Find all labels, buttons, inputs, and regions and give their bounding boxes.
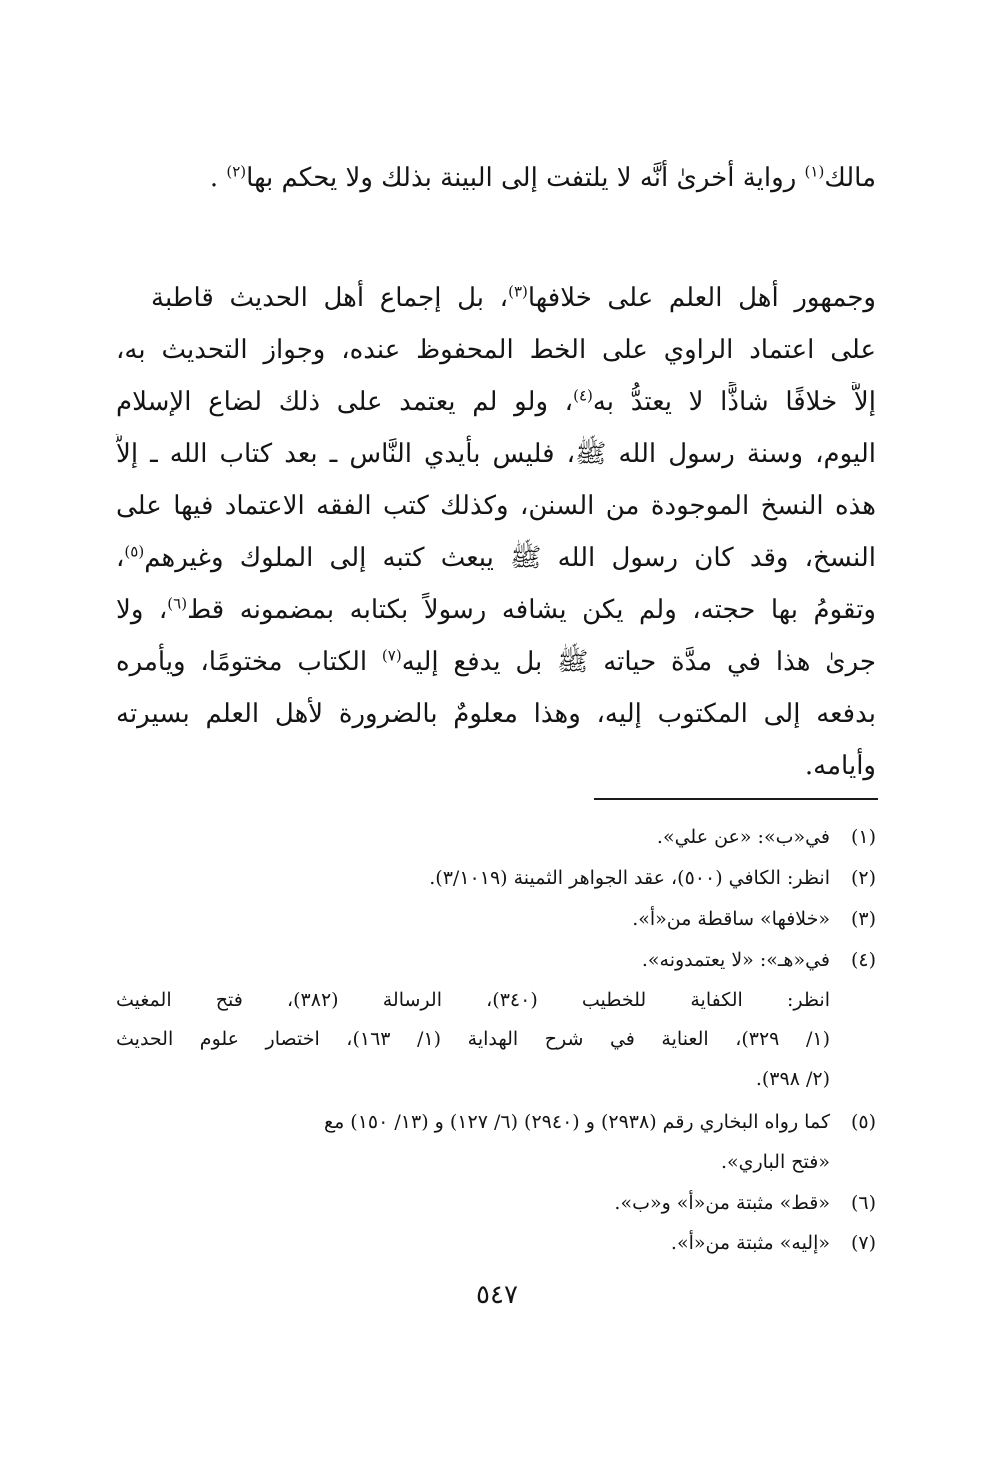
footnote-5 [116,1107,876,1137]
page-number: ٥٤٧ [476,1280,518,1310]
footnote-number: (٣) [850,908,876,930]
footnote-text: «إليه» مثبتة من«أ». [670,1232,830,1254]
paragraph-text: وتقومُ بها حجته، ولم يكن يشافه رسولاً بكتابه بمضمونه قط [187,595,876,625]
footnote-number: (٥) [850,1111,876,1133]
footnote-text: (٢/ ٣٩٨). [755,1068,830,1090]
paragraph-text: ، ولا [116,595,168,625]
footnote-text: انظر: الكافي (٥٠٠)، عقد الجواهر الثمينة (٣/١٠١٩). [429,867,830,889]
footnote-text: (١/ ٣٢٩)، العناية في شرح الهداية (١/ ١٦٣)، اختصار علوم الحديث [116,1028,830,1050]
footnote-7 [116,1228,876,1258]
footnote-number: (٦) [850,1192,876,1214]
intro-text-middle: رواية أخرىٰ أنَّه لا يلتفت إلى البينة بذلك ولا يحكم بها [246,163,805,193]
footnote-4-continuation-3 [116,1064,830,1094]
footnote-text: «قط» مثبتة من«أ» و«ب». [614,1192,830,1214]
paragraph-line-7 [116,590,876,630]
footnote-4-continuation-1 [116,985,830,1015]
paragraph-text: الكتاب مختومًا، ويأمره [116,647,382,677]
intro-text-end: . [209,163,227,193]
footnote-text: كما رواه البخاري رقم (٢٩٣٨) و (٢٩٤٠) (٦/ ١٢٧) و (١٣/ ١٥٠) مع [323,1111,830,1133]
footnote-4 [116,945,876,975]
footnote-ref-3: (٣) [508,282,528,301]
paragraph-line-10 [116,746,876,786]
footnote-separator [594,798,878,800]
footnote-text: «فتح الباري». [720,1151,830,1173]
footnote-text: «خلافها» ساقطة من«أ». [632,908,830,930]
footnote-ref-5: (٥) [124,542,145,561]
paragraph-text: وأيامه. [804,751,876,781]
paragraph-text: على اعتماد الراوي على الخط المحفوظ عنده، وجواز التحديث به، [116,335,876,365]
footnote-ref-2: (٢) [226,162,247,181]
footnote-ref-6: (٦) [167,594,188,613]
footnote-1 [116,822,876,852]
intro-line [116,158,876,198]
paragraph-line-9 [116,694,876,734]
paragraph-line-4 [116,434,876,474]
paragraph-text: بدفعه إلى المكتوب إليه، وهذا معلومٌ بالضرورة لأهل العلم بسيرته [116,699,876,729]
paragraph-line-8 [116,642,876,682]
paragraph-text: اليوم، وسنة رسول الله ﷺ، فليس بأيدي النَّاس ـ بعد كتاب الله ـ إلاَّ [116,439,876,469]
paragraph-text: وجمهور أهل العلم على خلافها [527,283,876,313]
footnote-5-continuation-1 [116,1147,830,1177]
footnote-number: (٤) [850,949,876,971]
footnote-number: (١) [850,826,876,848]
footnote-4-continuation-2 [116,1024,830,1054]
footnote-number: (٢) [850,867,876,889]
paragraph-text: ، ولو لم يعتمد على ذلك لضاع الإسلام [116,387,574,417]
paragraph-text: النسخ، وقد كان رسول الله ﷺ يبعث كتبه إلى الملوك وغيرهم [144,543,876,573]
paragraph-text: ، [116,543,125,573]
footnote-3 [116,904,876,934]
footnote-ref-7: (٧) [381,646,402,665]
paragraph-text: هذه النسخ الموجودة من السنن، وكذلك كتب الفقه الاعتماد فيها على [116,491,876,521]
footnote-text: في«هـ»: «لا يعتمدونه». [641,949,830,971]
footnote-number: (٧) [850,1232,876,1254]
paragraph-line-3 [116,382,876,422]
footnote-ref-4: (٤) [573,386,593,405]
paragraph-text: إلاَّ خلافًا شاذًّا لا يعتدُّ به [592,387,876,417]
paragraph-line-1 [151,278,876,318]
paragraph-text: جرىٰ هذا في مدَّة حياته ﷺ بل يدفع إليه [401,647,876,677]
intro-text-start: مالك [824,163,876,193]
footnote-2 [116,863,876,893]
footnote-ref-1: (١) [804,162,825,181]
footnote-text: في«ب»: «عن علي». [656,826,830,848]
footnote-text: انظر: الكفاية للخطيب (٣٤٠)، الرسالة (٣٨٢)، فتح المغيث [116,989,830,1011]
footnote-6 [116,1188,876,1218]
paragraph-text: ، بل إجماع أهل الحديث قاطبة [151,283,509,313]
paragraph-line-6 [116,538,876,578]
paragraph-line-2 [116,330,876,370]
paragraph-line-5 [116,486,876,526]
